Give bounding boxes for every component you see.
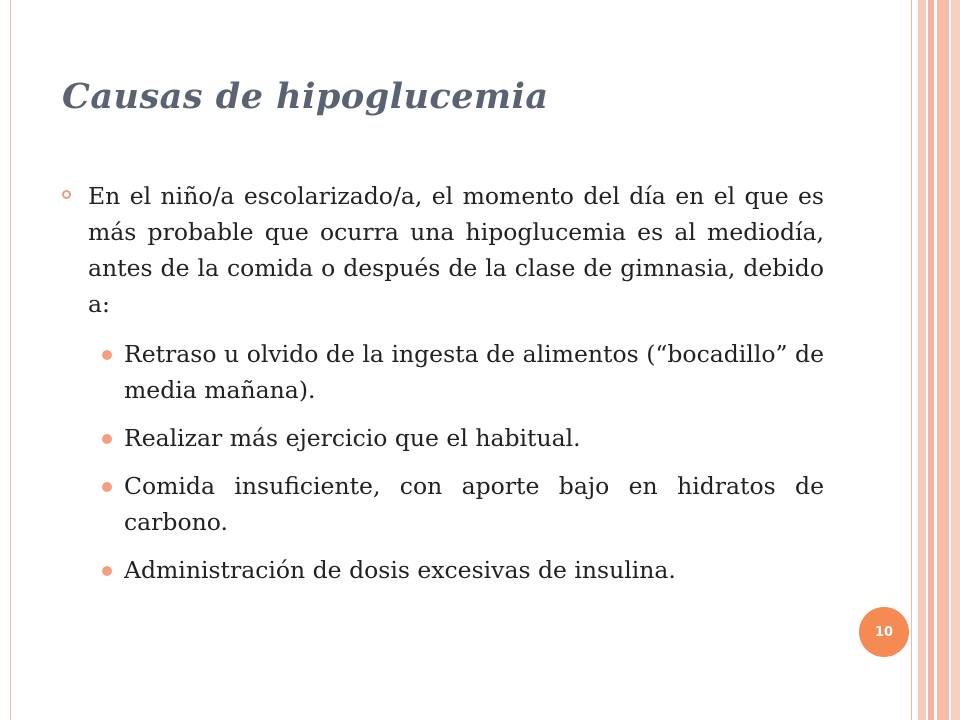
slide-title: Causas de hipoglucemia bbox=[62, 76, 549, 117]
main-bullet-item bbox=[62, 178, 824, 322]
slide-body bbox=[62, 178, 824, 600]
sub-bullet-item bbox=[98, 420, 824, 456]
sub-bullet-text: Administración de dosis excesivas de insulina. bbox=[124, 556, 676, 584]
sub-bullet-item bbox=[98, 336, 824, 408]
sub-bullet-item bbox=[98, 552, 824, 588]
decorative-stripe bbox=[937, 0, 949, 720]
main-bullet-text: En el niño/a escolarizado/a, el momento del día en el que es más probable que ocurra una hipoglucemia es al mediodía, antes de la comida o después de la clase de gimnasia, debido a: bbox=[88, 182, 824, 318]
dot-bullet-icon bbox=[102, 482, 112, 492]
dot-bullet-icon bbox=[102, 350, 112, 360]
sub-bullet-text: Retraso u olvido de la ingesta de alimentos (“bocadillo” de media mañana). bbox=[124, 340, 824, 404]
page-number-badge: 10 bbox=[859, 607, 909, 657]
sub-bullet-list bbox=[62, 336, 824, 588]
sub-bullet-text: Comida insuficiente, con aporte bajo en hidratos de carbono. bbox=[124, 472, 824, 536]
decorative-stripe bbox=[918, 0, 926, 720]
sub-bullet-text: Realizar más ejercicio que el habitual. bbox=[124, 424, 581, 452]
ring-bullet-icon bbox=[62, 190, 71, 199]
dot-bullet-icon bbox=[102, 566, 112, 576]
sub-bullet-item bbox=[98, 468, 824, 540]
decorative-stripe bbox=[951, 0, 960, 720]
dot-bullet-icon bbox=[102, 434, 112, 444]
